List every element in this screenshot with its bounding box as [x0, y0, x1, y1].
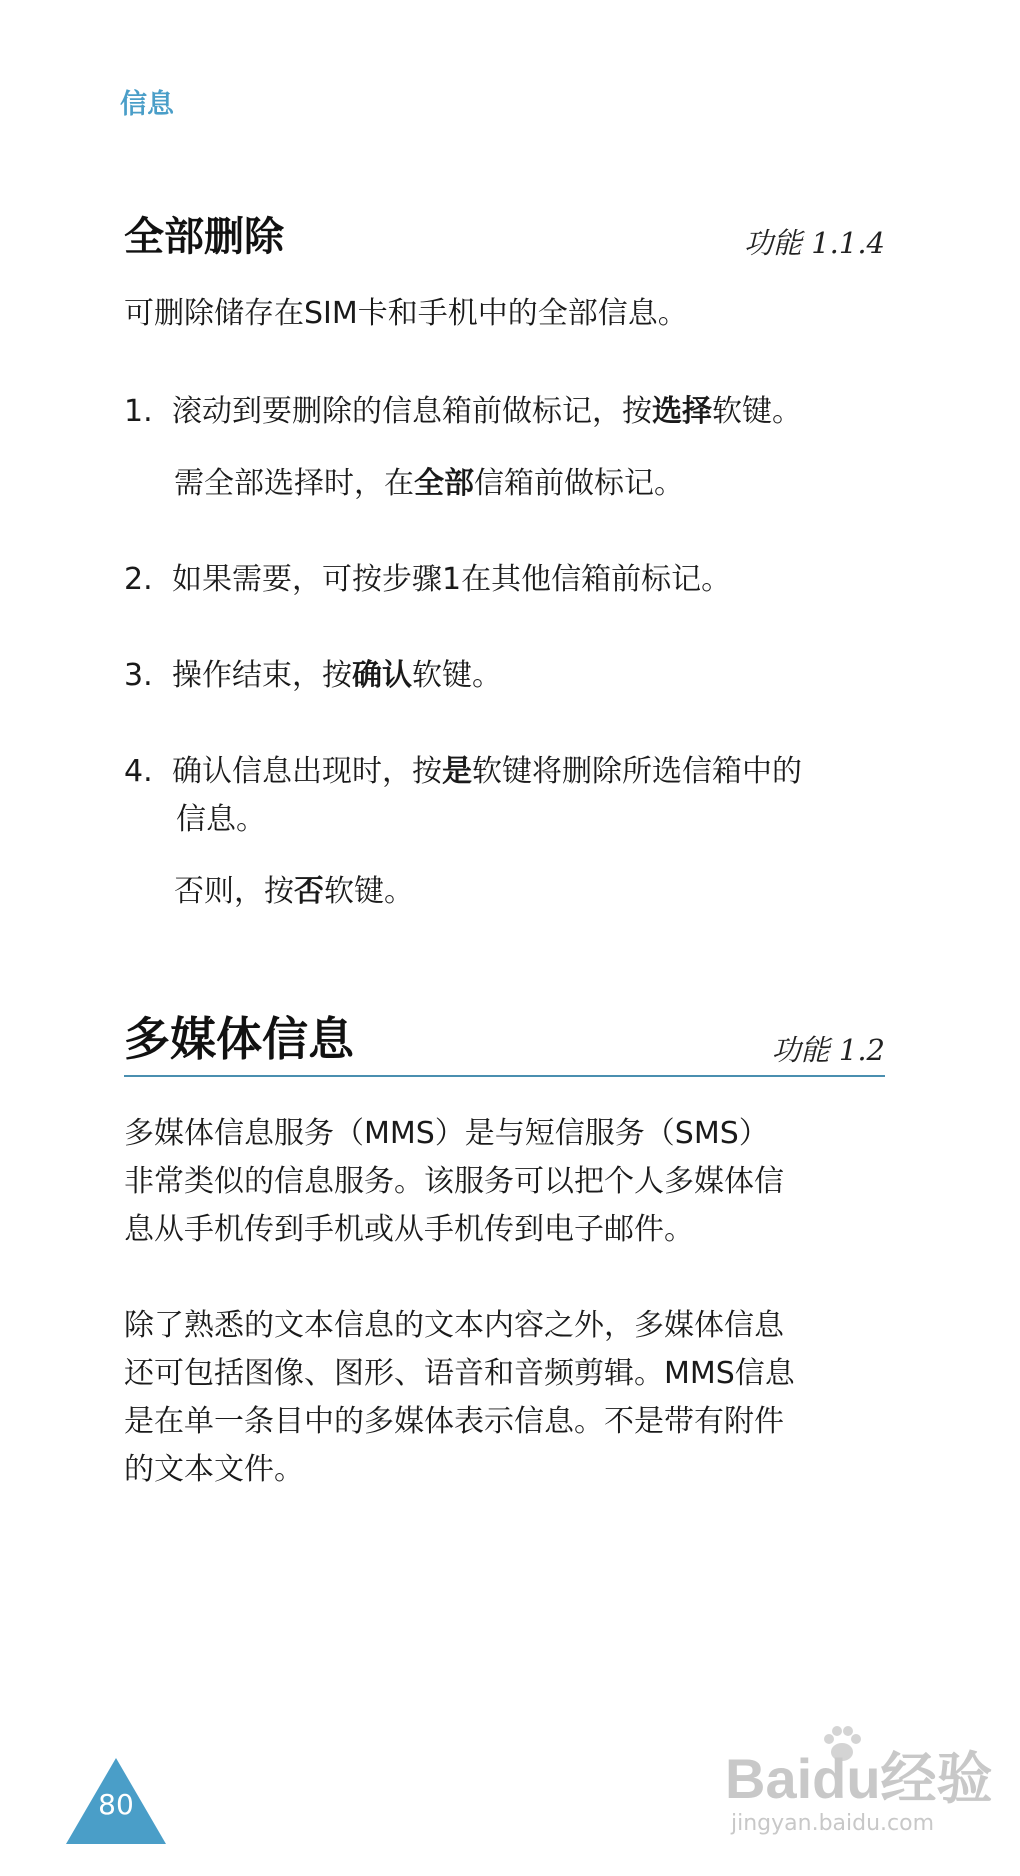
step-4-note: 否则，按否软键。 — [174, 874, 414, 909]
section-title: 全部删除 — [124, 214, 284, 260]
step-number: 4. — [124, 754, 153, 789]
step-2: 2. 如果需要，可按步骤1在其他信箱前标记。 — [124, 556, 894, 604]
chapter-header: 信息 — [120, 89, 174, 120]
softkey-label: 确认 — [352, 658, 412, 693]
step-number: 3. — [124, 658, 153, 693]
step-number: 1. — [124, 394, 153, 429]
step-number: 2. — [124, 562, 153, 597]
function-number: 功能 1.1.4 — [743, 226, 885, 260]
softkey-label: 是 — [442, 754, 472, 789]
watermark-logo: Baidu经验 — [725, 1747, 993, 1810]
section-title: 多媒体信息 — [124, 1012, 354, 1066]
page-number: 80 — [98, 1788, 134, 1821]
step-1: 1. 滚动到要删除的信息箱前做标记，按选择软键。 — [124, 388, 894, 436]
section-heading-mms — [124, 1003, 885, 1077]
softkey-label: 选择 — [652, 394, 712, 429]
step-3: 3. 操作结束，按确认软键。 — [124, 652, 894, 700]
watermark — [725, 1735, 993, 1836]
mms-paragraph-2: 除了熟悉的文本信息的文本内容之外，多媒体信息 还可包括图像、图形、语音和音频剪辑。MMS信息 是在单一条目中的多媒体表示信息。不是带有附件 的文本文件。 — [124, 1308, 795, 1487]
step-4: 4. 确认信息出现时，按是软键将删除所选信箱中的 信息。 — [124, 748, 894, 844]
watermark-url: jingyan.baidu.com — [731, 1811, 935, 1836]
mms-paragraph-1: 多媒体信息服务（MMS）是与短信服务（SMS） 非常类似的信息服务。该服务可以把个人多媒体信 息从手机传到手机或从手机传到电子邮件。 — [124, 1116, 784, 1247]
section-heading-delete-all — [124, 205, 885, 262]
section-intro: 可删除储存在SIM卡和手机中的全部信息。 — [124, 296, 688, 331]
step-1-note: 需全部选择时，在全部信箱前做标记。 — [174, 466, 684, 501]
function-number: 功能 1.2 — [771, 1033, 885, 1067]
